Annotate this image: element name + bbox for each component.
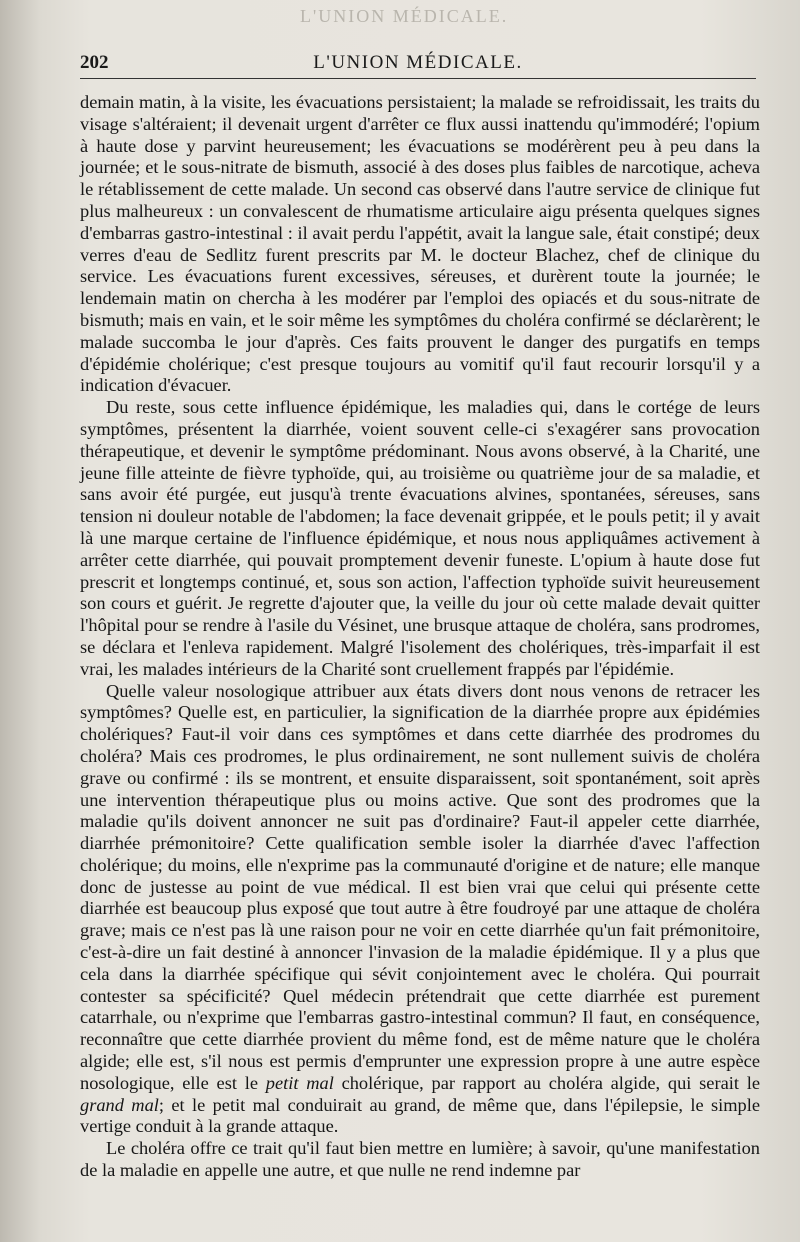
- text-run: demain matin, à la visite, les évacuations persistaient; la malade se refroidissait, les traits du visage s'altéraient; il devenait urgent d'arrêter ce flux aussi inattendu qu'immodéré; l'opium à haute dose y parvint heureusement; les évacuations se modérèrent peu à peu dans la journée; et le sous-nitrate de bismuth, associé à des doses plus faibles de narcotique, acheva le rétablissement de cette malade. Un second cas observé dans l'autre service de clinique fut plus malheureux : un convalescent de rhumatisme articulaire aigu présenta quelques signes d'embarras gastro-intestinal : il avait perdu l'appétit, avait la langue sale, était constipé; deux verres d'eau de Sedlitz furent prescrits par M. le docteur Blachez, chef de clinique du service. Les évacuations furent excessives, séreuses, et durèrent toute la journée; le lendemain matin on chercha à les modérer par l'emploi des opiacés et du sous-nitrate de bismuth; mais en vain, et le soir même les symptômes du choléra confirmé se déclarèrent; le malade succomba le jour d'après. Ces faits prouvent le danger des purgatifs en temps d'épidémie cholérique; c'est presque toujours au vomitif qu'il faut recourir lorsqu'il y a indication d'évacuer.: [80, 92, 760, 396]
- text-run: cholérique, par rapport au choléra algide, qui serait le: [333, 1072, 761, 1093]
- article-body: [80, 92, 760, 1182]
- text-run: Du reste, sous cette influence épidémique, les maladies qui, dans le cortége de leurs symptômes, présentent la diarrhée, voient souvent celle-ci s'exagérer sans provocation thérapeutique, et devenir le symptôme prédominant. Nous avons observé, à la Charité, une jeune fille atteinte de fièvre typhoïde, qui, au troisième ou quatrième jour de sa maladie, et sans avoir été purgée, eut jusqu'à trente évacuations alvines, spontanées, séreuses, sans tension ni douleur notable de l'abdomen; la face devenait grippée, et le pouls petit; il y avait là une marque certaine de l'influence épidémique, et nous nous appliquâmes activement à arrêter cette diarrhée, qui pouvait promptement devenir funeste. L'opium à haute dose fut prescrit et longtemps continué, et, sous son action, l'affection typhoïde suivit heureusement son cours et guérit. Je regrette d'ajouter que, la veille du jour où cette malade devait quitter l'hôpital pour se rendre à l'asile du Vésinet, une brusque attaque de choléra, sans prodromes, se déclara et l'enleva rapidement. Malgré l'isolement des cholériques, très-imparfait il est vrai, les malades intérieurs de la Charité sont cruellement frappés par l'épidémie.: [80, 397, 760, 679]
- text-run: Quelle valeur nosologique attribuer aux états divers dont nous venons de retracer les symptômes? Quelle est, en particulier, la signification de la diarrhée propre aux épidémies cholériques? Faut-il voir dans ces symptômes et dans cette diarrhée des prodromes du choléra? Mais ces prodromes, le plus ordinairement, ne sont nullement suivis de choléra grave ou confirmé : ils se montrent, et ensuite disparaissent, soit spontanément, soit après une intervention thérapeutique plus ou moins active. Que sont des prodromes que la maladie qu'ils doivent annoncer ne suit pas d'ordinaire? Faut-il appeler cette diarrhée, diarrhée prémonitoire? Cette qualification semble isoler la diarrhée d'avec l'affection cholérique; du moins, elle n'exprime pas la communauté d'origine et de nature; elle manque donc de justesse au point de vue médical. Il est bien vrai que celui qui présente cette diarrhée est beaucoup plus exposé que tout autre à être foudroyé par une attaque de choléra grave; mais ce n'est pas là une raison pour ne voir en cette diarrhée qu'un fait prémonitoire, c'est-à-dire un fait destiné à annoncer l'invasion de la maladie épidémique. Il y a plus que cela dans la diarrhée spécifique qui sévit conjointement avec le choléra. Qui pourrait contester sa spécificité? Quel médecin prétendrait que cette diarrhée est purement catarrhale, ou n'exprime que l'embarras gastro-intestinal commun? Il faut, en conséquence, reconnaître que cette diarrhée provient du même fond, est de même nature que le choléra algide; elle est, s'il nous est permis d'emprunter une expression propre à une autre espèce nosologique, elle est le: [80, 680, 760, 1093]
- bleed-through-text: L'UNION MÉDICALE.: [300, 6, 509, 26]
- paragraph: [80, 681, 760, 1139]
- header-rule: [80, 78, 756, 79]
- paragraph: [80, 1138, 760, 1182]
- page-number: 202: [80, 52, 109, 73]
- paragraph: [80, 92, 760, 397]
- italic-term: petit mal: [265, 1072, 334, 1093]
- text-run: Le choléra offre ce trait qu'il faut bien mettre en lumière; à savoir, qu'une manifestation de la maladie en appelle une autre, et que nulle ne rend indemne par: [80, 1138, 760, 1181]
- italic-term: grand mal: [80, 1094, 159, 1115]
- paragraph: [80, 397, 760, 680]
- text-run: ; et le petit mal conduirait au grand, de même que, dans l'épilepsie, le simple vertige conduit à la grande attaque.: [80, 1094, 760, 1137]
- running-title: L'UNION MÉDICALE.: [313, 52, 523, 73]
- page-header: [80, 52, 756, 78]
